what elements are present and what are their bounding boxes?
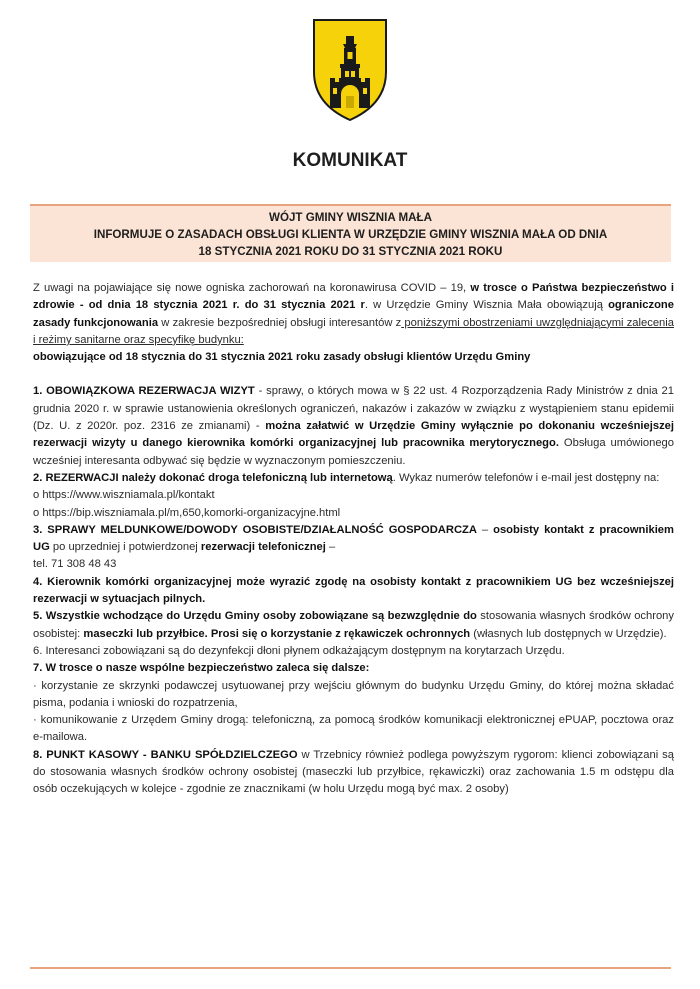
intro-paragraph: Z uwagi na pojawiające się nowe ogniska zachorowań na koronawirusa COVID – 19, w trosce o Państwa bezpieczeństwo i zdrowie - od dnia 18 stycznia 2021 r. do 31 stycznia 2021 r. w Urzędzie Gminy Wisznia Mała obowiązują ograniczone zasady funkcjonowania w zakresie bezpośredniej obsługi interesantów z poniższymi obostrzeniami uwzględniającymi zalecenia i reżimy sanitarne oraz specyfikę budynku: — [33, 282, 674, 346]
link-komorki[interactable]: o https://bip.wiszniamala.pl/m,650,komorki-organizacyjne.html — [33, 506, 341, 519]
page-title: KOMUNIKAT — [292, 150, 408, 171]
rule-5: 5. Wszystkie wchodzące do Urzędu Gminy osoby zobowiązane są bezwzględnie do stosowania własnych środków ochrony osobistej: maseczki lub przyłbice. Prosi się o korzystanie z rękawiczek ochronnych (własnych lub dostępnych w Urzędzie). — [33, 610, 674, 640]
phone-number: tel. 71 308 48 43 — [33, 558, 117, 571]
rule-4: 4. Kierownik komórki organizacyjnej może wyrazić zgodę na osobisty kontakt z pracownikiem UG bez wcześniejszej rezerwacji w sytuacjach pilnych. — [33, 575, 674, 606]
coat-of-arms-icon — [310, 14, 390, 122]
announcement-body — [33, 280, 674, 799]
heading-line-3: 18 STYCZNIA 2021 ROKU DO 31 STYCZNIA 2021 ROKU — [198, 245, 503, 258]
coat-of-arms — [310, 14, 390, 122]
rule-3: 3. SPRAWY MELDUNKOWE/DOWODY OSOBISTE/DZIAŁALNOŚĆ GOSPODARCZA – osobisty kontakt z pracownikiem UG po uprzedniej i potwierdzonej rezerwacji telefonicznej – — [33, 523, 674, 554]
rule-2: 2. REZERWACJI należy dokonać droga telefoniczną lub internetową. Wykaz numerów telefonów i e-mail jest dostępny na: — [33, 471, 660, 484]
heading-line-1: WÓJT GMINY WISZNIA MAŁA — [269, 211, 432, 224]
rules-subtitle: obowiązujące od 18 stycznia do 31 stycznia 2021 roku zasady obsługi klientów Urzędu Gminy — [33, 351, 531, 364]
rule-7-bullet-2: · komunikowanie z Urzędem Gminy drogą: telefoniczną, za pomocą środków komunikacji elektronicznej ePUAP, pocztowa oraz e-mailowa. — [33, 714, 674, 744]
heading-line-2: INFORMUJE O ZASADACH OBSŁUGI KLIENTA W URZĘDZIE GMINY WISZNIA MAŁA OD DNIA — [93, 228, 608, 241]
link-kontakt[interactable]: o https://www.wiszniamala.pl/kontakt — [33, 489, 215, 502]
rule-8: 8. PUNKT KASOWY - BANKU SPÓŁDZIELCZEGO w Trzebnicy również podlega powyższym rygorom: klienci zobowiązani są do stosowania własnych środków ochrony osobistej (maseczki lub przyłbice, rękawiczki) oraz zachowania 1.5 m odstępu dla osób oczekujących w kolejce - zgodnie ze znacznikami (w holu Urzędu mogą być max. 2 osoby) — [33, 748, 674, 796]
rule-6: 6. Interesanci zobowiązani są do dezynfekcji dłoni płynem odkażającym dostępnym na korytarzach Urzędu. — [33, 644, 565, 657]
rule-1: 1. OBOWIĄZKOWA REZERWACJA WIZYT - sprawy, o których mowa w § 22 ust. 4 Rozporządzenia Rady Ministrów z dnia 21 grudnia 2020 r. w sprawie ustanowienia określonych ograniczeń, nakazów i zakazów w związku z wystąpieniem stanu epidemii (Dz. U. z 2020r. poz. 2316 ze zmianami) - można załatwić w Urzędzie Gminy wyłącznie po dokonaniu wcześniejszej rezerwacji wizyty u danego kierownika komórki organizacyjnej lub pracownika merytorycznego. Obsługa umówionego wcześniej interesanta odbywać się będzie w wyznaczonym pomieszczeniu. — [33, 385, 674, 467]
bottom-divider — [30, 967, 671, 969]
rule-7: 7. W trosce o nasze wspólne bezpieczeństwo zaleca się dalsze: — [33, 662, 370, 675]
announcement-heading — [30, 204, 671, 262]
rule-7-bullet-1: · korzystanie ze skrzynki podawczej usytuowanej przy wejściu głównym do budynku Urzędu Gminy, do której można składać pisma, podania i wnioski do rozpatrzenia, — [33, 679, 674, 709]
